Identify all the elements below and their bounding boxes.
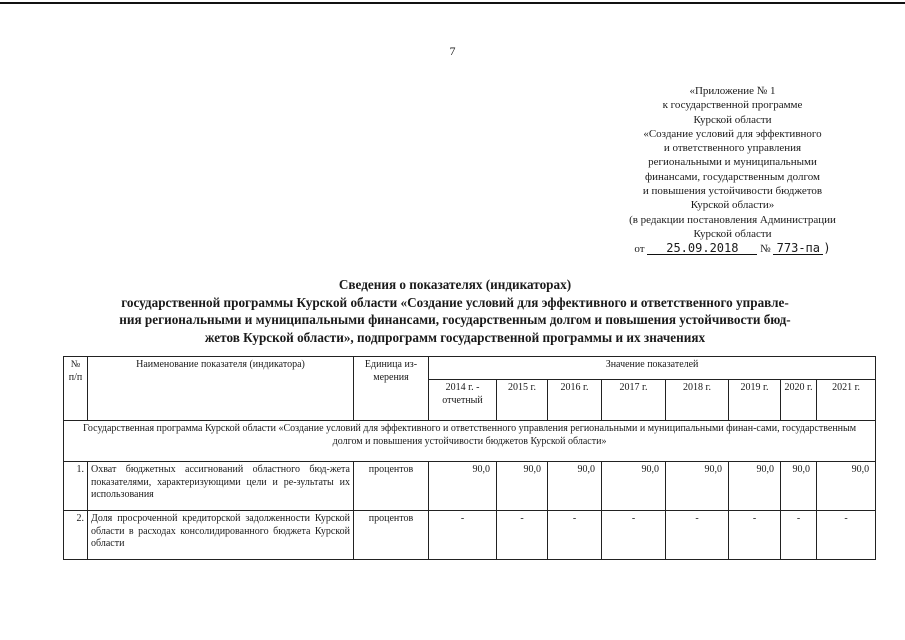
appendix-line: к государственной программе	[662, 99, 803, 112]
row-num: 2.	[64, 511, 88, 560]
decree-date-number	[580, 241, 885, 256]
row-value: 90,0	[497, 462, 548, 511]
title-line: жетов Курской области», подпрограмм государственной программы и их значениях	[204, 329, 706, 345]
appendix-line: Курской области»	[690, 199, 775, 212]
row-value: 90,0	[429, 462, 497, 511]
header-year: 2017 г.	[602, 380, 666, 421]
row-num: 1.	[64, 462, 88, 511]
document-title	[60, 276, 850, 346]
header-unit: Единица из-мерения	[354, 357, 429, 421]
row-value: -	[548, 511, 602, 560]
table-row	[64, 462, 876, 511]
header-year: 2016 г.	[548, 380, 602, 421]
row-value: -	[602, 511, 666, 560]
row-value: 90,0	[666, 462, 729, 511]
decree-date-prefix: от	[634, 243, 645, 256]
row-name: Охват бюджетных ассигнований областного бюд-жета показателями, характеризующими цели и ре-зультаты их использования	[88, 462, 354, 511]
row-value: -	[729, 511, 781, 560]
decree-number-suffix: )	[823, 241, 831, 256]
appendix-line: и повышения устойчивости бюджетов	[642, 185, 823, 198]
row-name: Доля просроченной кредиторской задолженности Курской области в расходах консолидированного бюджета Курской области	[88, 511, 354, 560]
appendix-line: «Приложение № 1	[689, 85, 776, 97]
header-values: Значение показателей	[429, 357, 876, 380]
appendix-line: финансами, государственным долгом	[645, 170, 820, 183]
decree-date: 25.09.2018	[647, 242, 757, 255]
decree-number: 773-па	[773, 242, 823, 255]
title-line: государственной программы Курской области «Создание условий для эффективного и ответственного управле-	[121, 294, 789, 310]
header-year: 2021 г.	[817, 380, 876, 421]
row-value: 90,0	[781, 462, 817, 511]
appendix-line: «Создание условий для эффективного	[643, 127, 822, 140]
header-year: 2018 г.	[666, 380, 729, 421]
header-year: 2019 г.	[729, 380, 781, 421]
header-num: № п/п	[64, 357, 88, 421]
appendix-line: Курской области	[693, 227, 772, 240]
header-year: 2020 г.	[781, 380, 817, 421]
page-number: 7	[449, 44, 456, 58]
title-line: Сведения о показателях (индикаторах)	[338, 277, 572, 292]
table-row	[64, 511, 876, 560]
row-value: -	[666, 511, 729, 560]
program-row: Государственная программа Курской области «Создание условий для эффективного и ответственного управления региональными и муниципальными финан-сами, государственным долгом и повышения устойчивости бюджетов Курской области»	[64, 421, 876, 462]
row-value: -	[429, 511, 497, 560]
header-name: Наименование показателя (индикатора)	[88, 357, 354, 421]
row-value: 90,0	[817, 462, 876, 511]
row-value: 90,0	[548, 462, 602, 511]
appendix-line: (в редакции постановления Администрации	[629, 213, 836, 226]
decree-number-prefix: №	[760, 243, 771, 256]
header-year: 2014 г. - отчетный	[429, 380, 497, 421]
appendix-block	[580, 84, 885, 257]
row-value: -	[497, 511, 548, 560]
row-value: 90,0	[729, 462, 781, 511]
row-value: -	[781, 511, 817, 560]
row-value: 90,0	[602, 462, 666, 511]
row-value: -	[817, 511, 876, 560]
appendix-line: Курской области	[693, 113, 772, 126]
appendix-line: и ответственного управления	[663, 142, 802, 155]
appendix-line: региональными и муниципальными	[648, 156, 817, 169]
row-unit: процентов	[354, 462, 429, 511]
header-year: 2015 г.	[497, 380, 548, 421]
title-line: ния региональными и муниципальными финансами, государственным долгом и повышения устойчивости бюд-	[119, 312, 791, 327]
row-unit: процентов	[354, 511, 429, 560]
page-top-border	[0, 2, 905, 4]
indicators-table	[63, 356, 876, 560]
